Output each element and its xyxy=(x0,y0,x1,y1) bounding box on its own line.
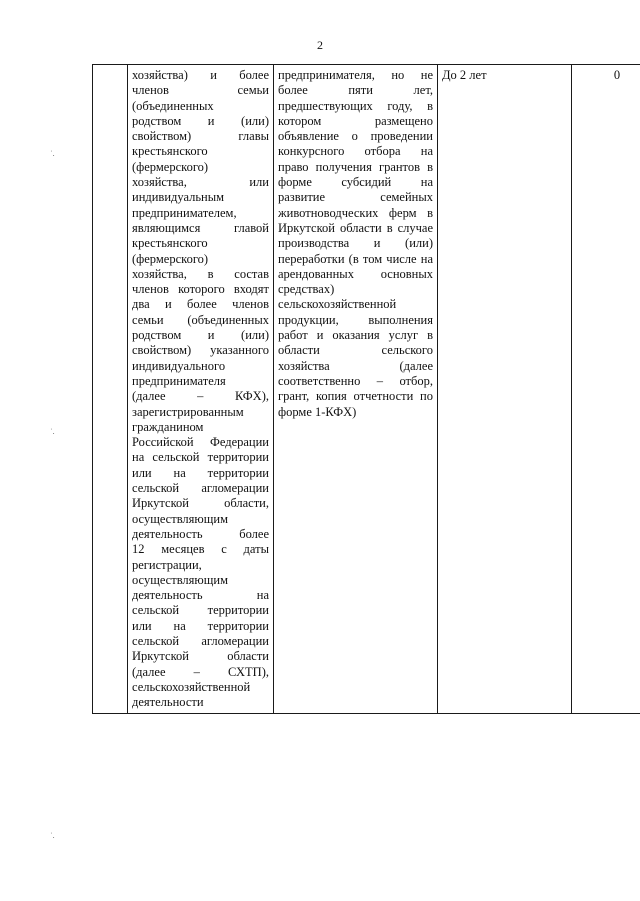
text-line: деятельности xyxy=(132,695,204,710)
text-line: (фермерского) xyxy=(132,251,209,266)
row-number-cell xyxy=(93,65,128,714)
text-line: свойством) главы xyxy=(132,129,269,144)
text-line: зарегистрированным xyxy=(132,404,244,419)
recipient-text xyxy=(132,68,269,710)
text-line: Российской Федерации xyxy=(132,435,269,450)
margin-mark-upper: ˙. xyxy=(50,149,55,158)
text-line: грант, копия отчетности по xyxy=(278,389,433,404)
text-line: членов которого входят xyxy=(132,282,269,297)
text-line: продукции, выполнения xyxy=(278,312,433,327)
text-line: 12 месяцев с даты xyxy=(132,542,269,557)
text-line: Иркутской области в случае xyxy=(278,220,433,235)
text-line: хозяйства, в состав xyxy=(132,266,269,281)
text-line: родством и (или) xyxy=(132,113,269,128)
text-line: крестьянского xyxy=(132,144,208,159)
text-line: индивидуального xyxy=(132,358,226,373)
margin-mark-lower: ˙. xyxy=(50,831,55,840)
text-line: предшествующих году, в xyxy=(278,98,433,113)
text-line: семьи (объединенных xyxy=(132,312,269,327)
page-number: 2 xyxy=(317,38,323,52)
text-line: предпринимателя xyxy=(132,373,226,388)
text-line: области сельского xyxy=(278,343,433,358)
text-line: свойством) указанного xyxy=(132,343,269,358)
text-line: или на территории xyxy=(132,465,269,480)
text-line: (фермерского) xyxy=(132,159,209,174)
text-line: производства и (или) xyxy=(278,236,433,251)
text-line: (объединенных xyxy=(132,98,214,113)
text-line: форме 1-КФХ) xyxy=(278,404,357,419)
text-line: переработки (в том числе на xyxy=(278,251,433,266)
text-line: на сельской территории xyxy=(132,450,269,465)
text-line: право получения грантов в xyxy=(278,159,433,174)
text-line: гражданином xyxy=(132,419,204,434)
text-line: или на территории xyxy=(132,618,269,633)
text-line: арендованных основных xyxy=(278,266,433,281)
text-line: хозяйства (далее xyxy=(278,358,433,373)
text-line: сельской территории xyxy=(132,603,269,618)
text-line: (далее – СХТП), xyxy=(132,664,269,679)
text-line: деятельность более xyxy=(132,526,269,541)
text-line: сельскохозяйственной xyxy=(278,297,397,312)
text-line: объявление о проведении xyxy=(278,129,433,144)
text-line: сельской агломерации xyxy=(132,633,269,648)
text-line: регистрации, xyxy=(132,557,202,572)
text-line: предпринимателя, но не xyxy=(278,68,433,82)
text-line: осуществляющим xyxy=(132,572,228,587)
description-cell xyxy=(274,65,438,714)
text-line: Иркутской области xyxy=(132,649,269,664)
text-line: средствах) xyxy=(278,282,335,297)
text-line: индивидуальным xyxy=(132,190,225,205)
text-line: (далее – КФХ), xyxy=(132,389,269,404)
text-line: более пяти лет, xyxy=(278,83,433,98)
text-line: котором размещено xyxy=(278,113,433,128)
text-line: крестьянского xyxy=(132,236,208,251)
text-line: сельской агломерации xyxy=(132,481,269,496)
text-line: хозяйства, или xyxy=(132,175,269,190)
text-line: являющимся главой xyxy=(132,220,269,235)
margin-mark-middle: ˙. xyxy=(50,427,55,436)
text-line: животноводческих ферм в xyxy=(278,205,433,220)
text-line: развитие семейных xyxy=(278,190,433,205)
text-line: осуществляющим xyxy=(132,511,228,526)
table-row xyxy=(93,65,640,714)
term-cell: До 2 лет xyxy=(438,65,572,714)
text-line: форме субсидий на xyxy=(278,175,433,190)
text-line: родством и (или) xyxy=(132,328,269,343)
text-line: сельскохозяйственной xyxy=(132,679,251,694)
text-line: соответственно – отбор, xyxy=(278,373,433,388)
recipient-cell xyxy=(128,65,274,714)
text-line: деятельность на xyxy=(132,588,269,603)
text-line: хозяйства) и более xyxy=(132,68,269,82)
text-line: членов семьи xyxy=(132,83,269,98)
text-line: Иркутской области, xyxy=(132,496,269,511)
text-line: конкурсного отбора на xyxy=(278,144,433,159)
text-line: два и более членов xyxy=(132,297,269,312)
value-cell: 0 xyxy=(572,65,640,714)
text-line: работ и оказания услуг в xyxy=(278,328,433,343)
description-text xyxy=(278,68,433,420)
criteria-table xyxy=(92,64,640,714)
text-line: предпринимателем, xyxy=(132,205,237,220)
